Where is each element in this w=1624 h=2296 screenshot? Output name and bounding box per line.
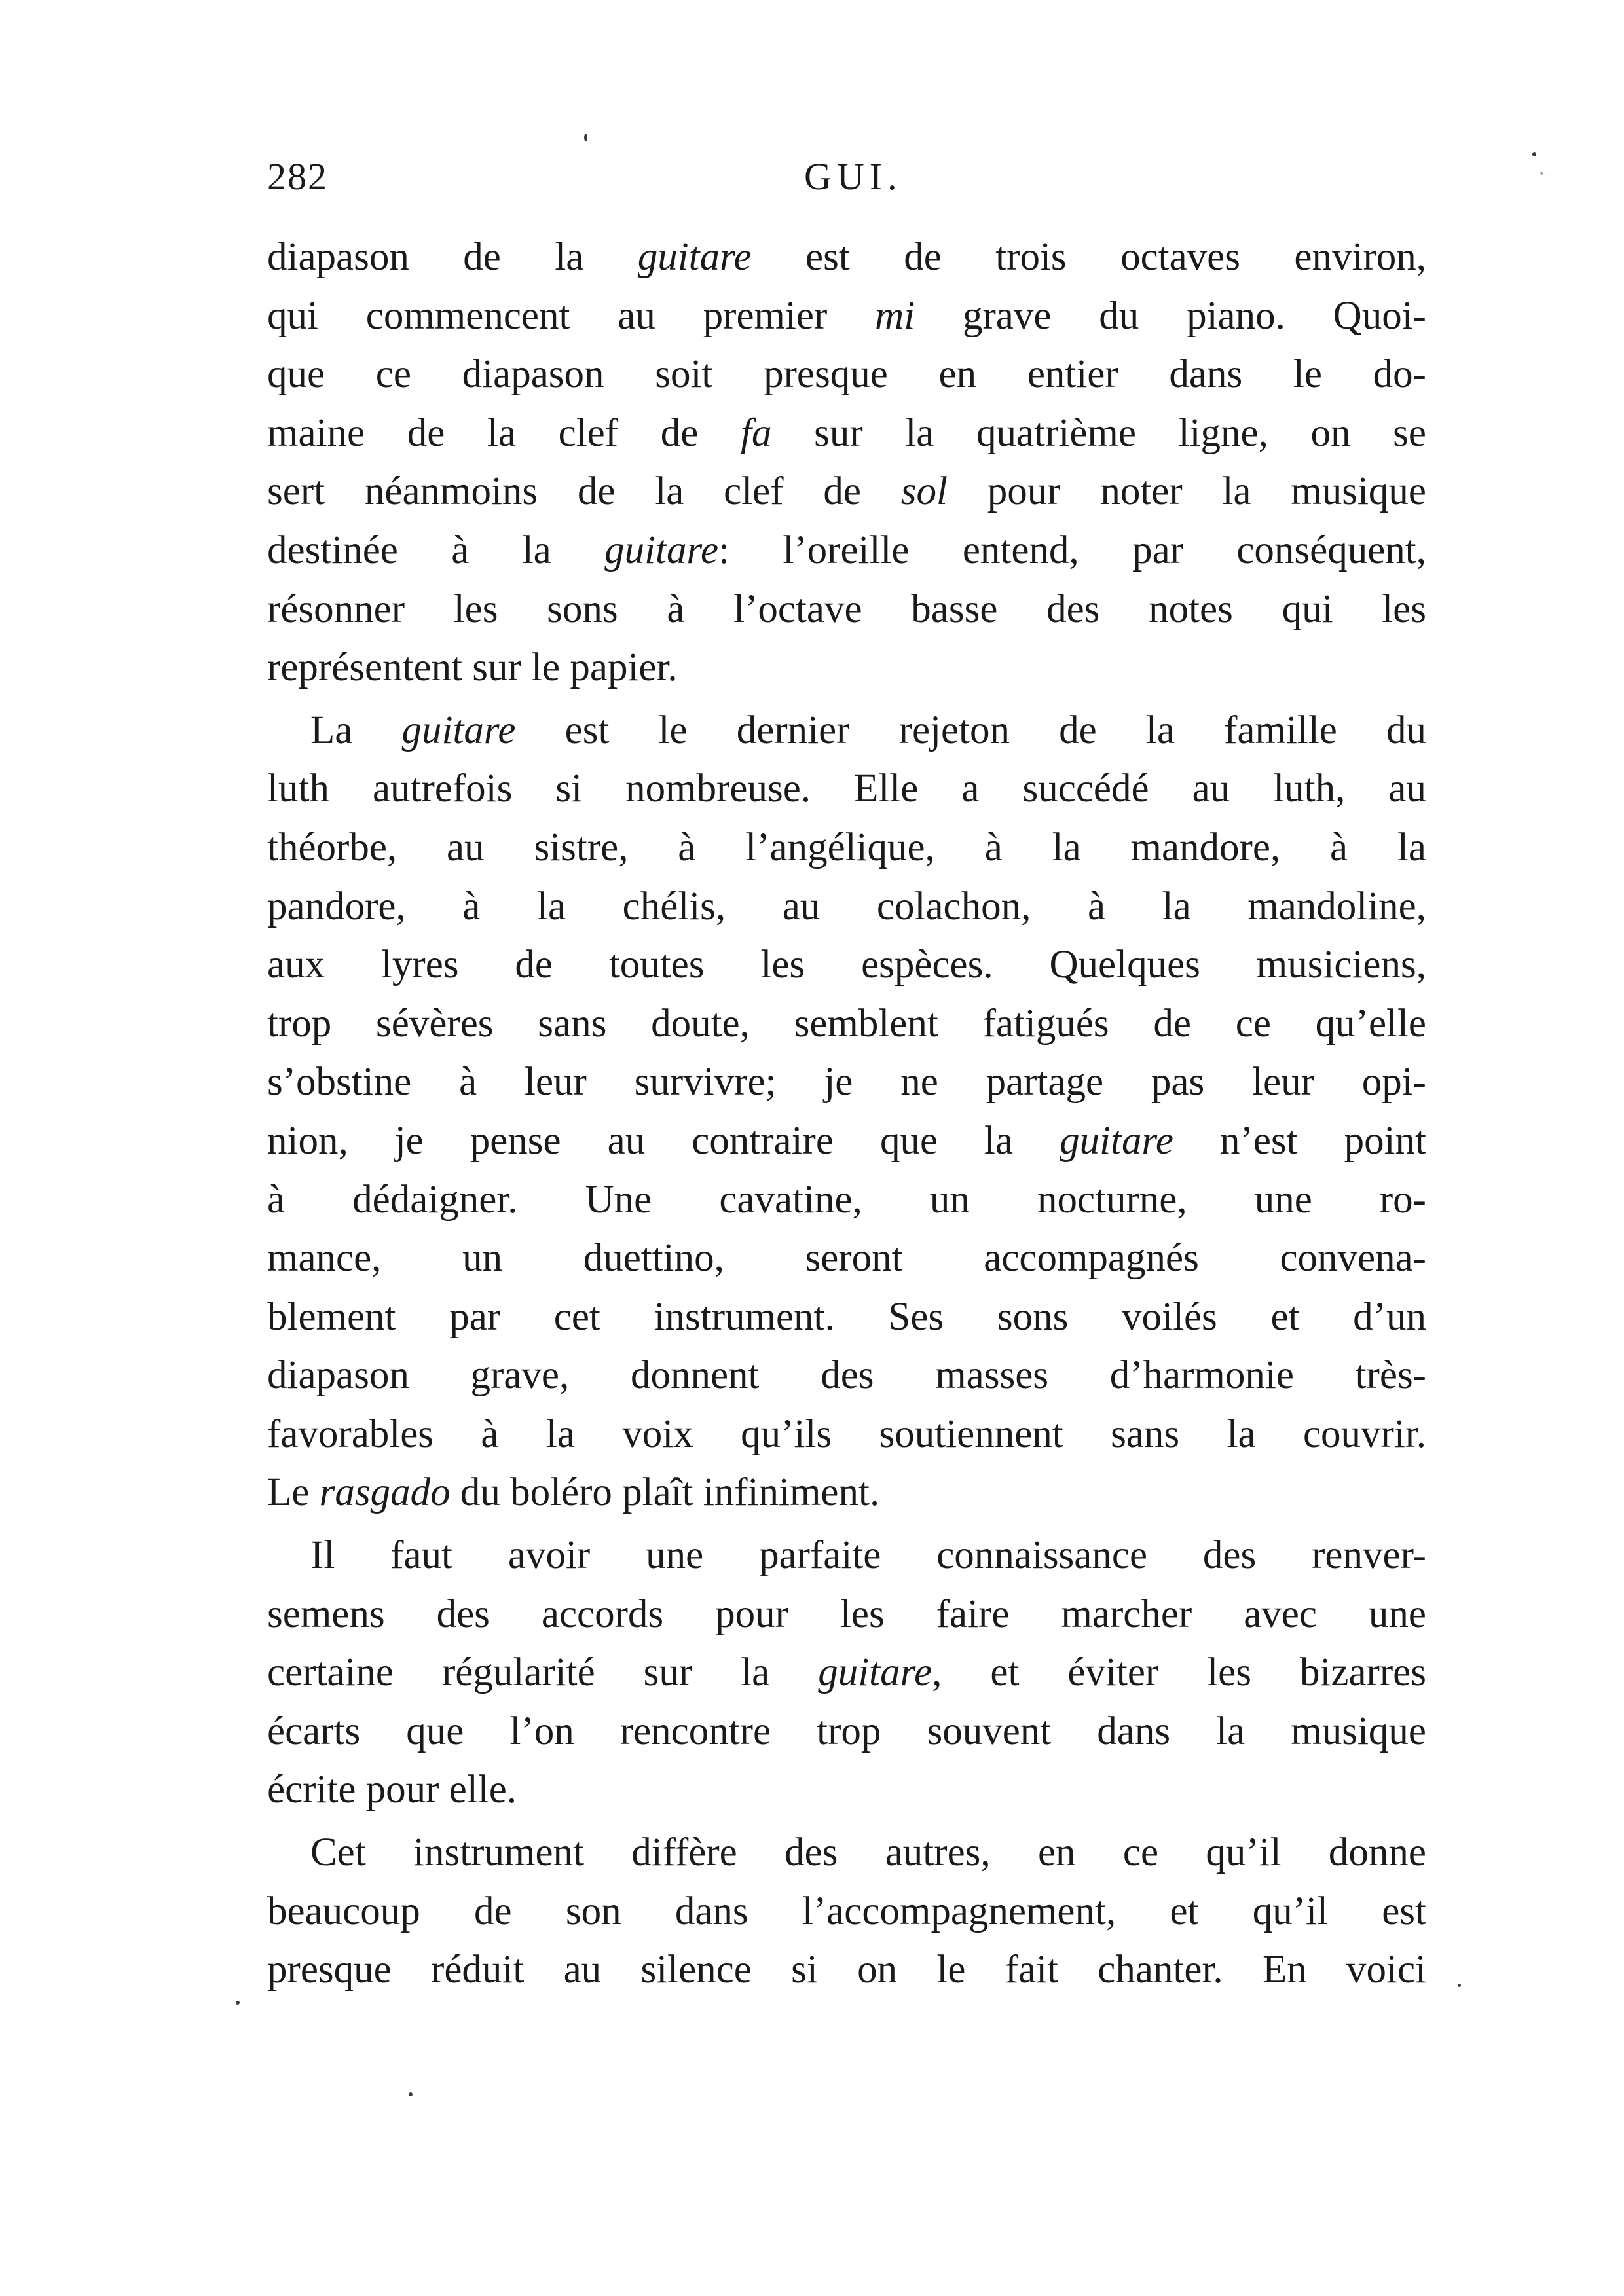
text-line: presque réduit au silence si on le fait chanter. En voici	[267, 1948, 1426, 1992]
text-line: écrite pour elle.	[267, 1768, 517, 1812]
running-head: GUI.	[804, 155, 902, 198]
text-line: diapason grave, donnent des masses d’harmonie très-	[267, 1353, 1426, 1398]
text-line: mance, un duettino, seront accompagnés convena-	[267, 1236, 1426, 1281]
ink-speck	[1532, 152, 1536, 156]
text-line: écarts que l’on rencontre trop souvent dans la musique	[267, 1709, 1426, 1753]
ink-speck	[1540, 172, 1543, 175]
text-line: maine de la clef de fa sur la quatrième ligne, on se	[267, 410, 1426, 455]
text-line: Le rasgado du boléro plaît infiniment.	[267, 1470, 880, 1515]
text-line: résonner les sons à l’octave basse des notes qui les	[267, 587, 1426, 631]
page-header	[267, 155, 1426, 207]
text-line: beaucoup de son dans l’accompagnement, et qu’il est	[267, 1889, 1426, 1933]
ink-speck	[236, 2001, 240, 2005]
text-line: blement par cet instrument. Ses sons voilés et d’un	[267, 1294, 1426, 1339]
text-line: représentent sur le papier.	[267, 646, 678, 690]
text-line: théorbe, au sistre, à l’angélique, à la mandore, à la	[267, 825, 1426, 869]
text-line: Il faut avoir une parfaite connaissance des renver-	[310, 1533, 1426, 1578]
text-line: à dédaigner. Une cavatine, un nocturne, une ro-	[267, 1177, 1426, 1222]
text-line: que ce diapason soit presque en entier dans le do-	[267, 352, 1426, 397]
ink-speck	[409, 2092, 413, 2096]
text-line: qui commencent au premier mi grave du piano. Quoi-	[267, 293, 1426, 338]
text-line: diapason de la guitare est de trois octaves environ,	[267, 235, 1427, 279]
text-line: pandore, à la chélis, au colachon, à la mandoline,	[267, 884, 1426, 928]
body-text	[267, 228, 1426, 1999]
text-line: semens des accords pour les faire marcher avec une	[267, 1592, 1426, 1636]
paragraph	[267, 1823, 1426, 1999]
text-line: sert néanmoins de la clef de sol pour noter la musique	[267, 469, 1426, 514]
text-line: s’obstine à leur survivre; je ne partage pas leur opi-	[267, 1060, 1426, 1104]
page-number: 282	[267, 155, 328, 198]
ink-speck	[584, 134, 587, 141]
text-line: Cet instrument diffère des autres, en ce qu’il donne	[310, 1831, 1426, 1875]
paragraph	[267, 228, 1426, 697]
text-line: aux lyres de toutes les espèces. Quelques musiciens,	[267, 943, 1426, 987]
text-line: La guitare est le dernier rejeton de la famille du	[310, 708, 1427, 752]
text-line: destinée à la guitare: l’oreille entend, par conséquent,	[267, 528, 1426, 572]
text-line: certaine régularité sur la guitare, et éviter les bizarres	[267, 1650, 1426, 1695]
ink-speck	[1458, 1984, 1461, 1987]
text-line: nion, je pense au contraire que la guitare n’est point	[267, 1118, 1426, 1163]
text-line: luth autrefois si nombreuse. Elle a succédé au luth, au	[267, 767, 1426, 811]
paragraph	[267, 701, 1426, 1522]
text-line: favorables à la voix qu’ils soutiennent sans la couvrir.	[267, 1412, 1426, 1456]
paragraph	[267, 1526, 1426, 1819]
text-line: trop sévères sans doute, semblent fatigués de ce qu’elle	[267, 1001, 1426, 1046]
